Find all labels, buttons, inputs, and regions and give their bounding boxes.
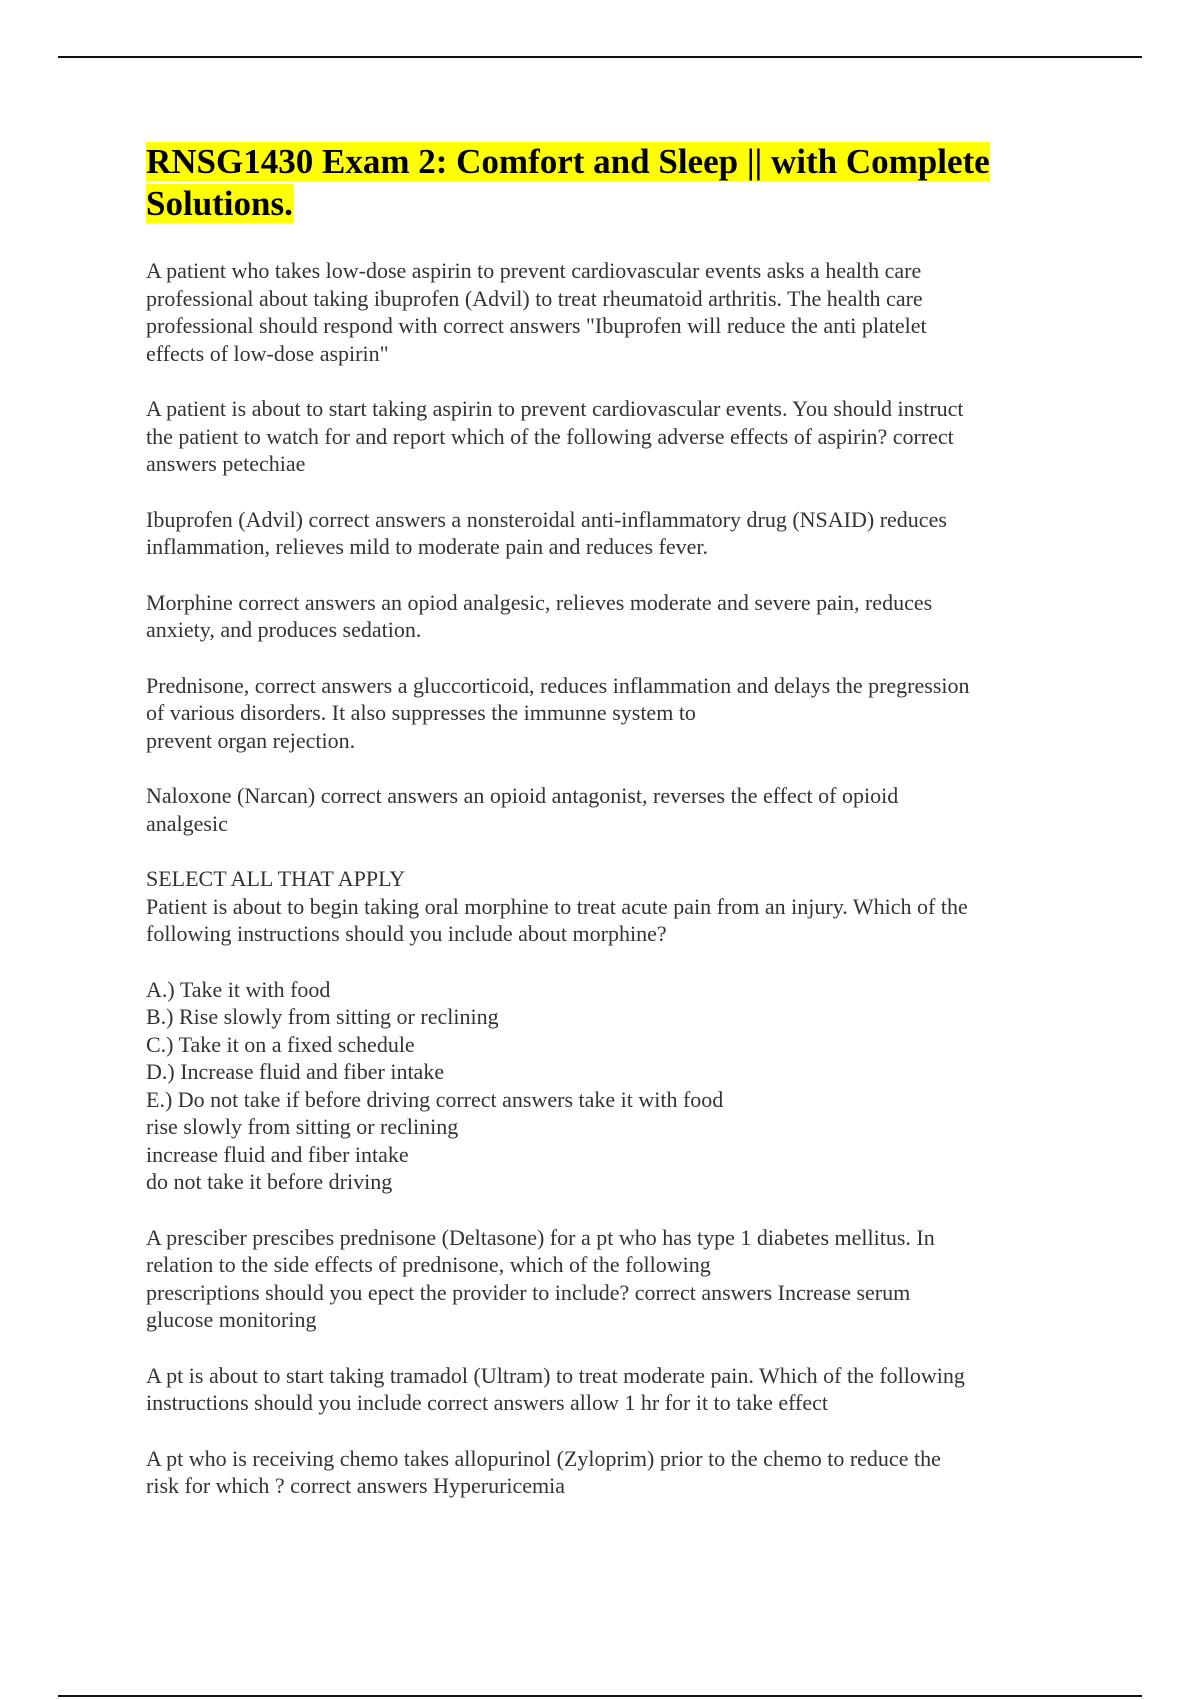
qa-tramadol: A pt is about to start taking tramadol (Ultram) to treat moderate pain. Which of the following instructions should you include correct answers allow 1 hr for it to take effect <box>146 1362 965 1415</box>
qa-allopurinol: A pt who is receiving chemo takes allopurinol (Zyloprim) prior to the chemo to reduce the risk for which ? correct answers Hyperuricemia <box>146 1445 941 1498</box>
qa-aspirin-ibuprofen: A patient who takes low-dose aspirin to prevent cardiovascular events asks a health care professional about taking ibuprofen (Advil) to treat rheumatoid arthritis. The health care professional should respond with correct answers "Ibuprofen will reduce the anti platelet effects of low-dose aspirin" <box>146 258 927 366</box>
document-body <box>146 141 1066 1528</box>
qa-select-all-question: SELECT ALL THAT APPLY Patient is about to begin taking oral morphine to treat acute pain from an injury. Which of the following instructions should you include about morphine? <box>146 866 968 946</box>
top-rule <box>58 56 1142 58</box>
qa-prednisone: Prednisone, correct answers a gluccorticoid, reduces inflammation and delays the pregression of various disorders. It also suppresses the immunne system to prevent organ rejection. <box>146 672 970 753</box>
document-title <box>146 141 1066 225</box>
qa-aspirin-adverse-effects: A patient is about to start taking aspirin to prevent cardiovascular events. You should instruct the patient to watch for and report which of the following adverse effects of aspirin? correct answers petechiae <box>146 396 964 476</box>
title-highlight: RNSG1430 Exam 2: Comfort and Sleep || with Complete Solutions. <box>146 142 990 223</box>
bottom-rule <box>58 1695 1142 1697</box>
qa-select-all-options: A.) Take it with food B.) Rise slowly from sitting or reclining C.) Take it on a fixed schedule D.) Increase fluid and fiber intake E.) Do not take if before driving correct answers take it with food rise slowly from sitting or reclining increase fluid and fiber intake do not take it before driving <box>146 976 724 1194</box>
qa-ibuprofen: Ibuprofen (Advil) correct answers a nonsteroidal anti-inflammatory drug (NSAID) reduces inflammation, relieves mild to moderate pain and reduces fever. <box>146 506 947 559</box>
qa-prednisone-diabetes: A presciber prescibes prednisone (Deltasone) for a pt who has type 1 diabetes mellitus. In relation to the side effects of prednisone, which of the following prescriptions should you epect the provider to include? correct answers Increase serum glucose monitoring <box>146 1224 935 1332</box>
qa-morphine: Morphine correct answers an opiod analgesic, relieves moderate and severe pain, reduces anxiety, and produces sedation. <box>146 589 933 642</box>
qa-naloxone: Naloxone (Narcan) correct answers an opioid antagonist, reverses the effect of opioid analgesic <box>146 783 899 836</box>
